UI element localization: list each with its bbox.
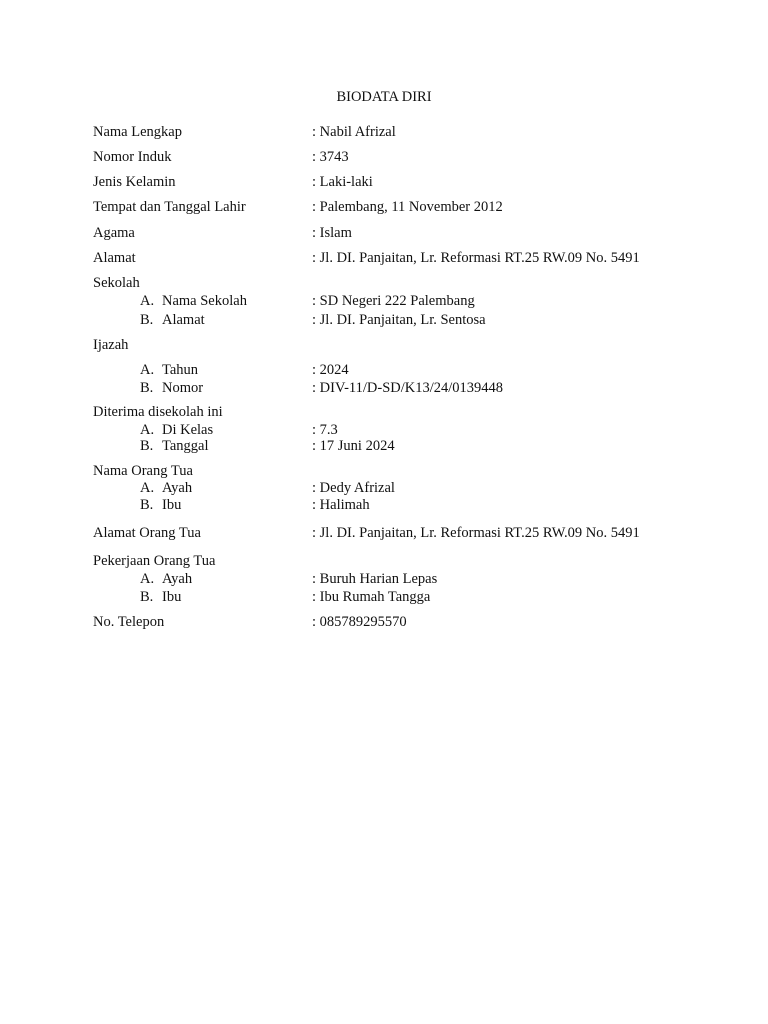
- field-nama-lengkap: [0, 123, 768, 141]
- field-label: Alamat Orang Tua: [93, 525, 201, 541]
- separator: :: [312, 525, 317, 541]
- sub-field-value-text: SD Negeri 222 Palembang: [319, 293, 475, 309]
- sub-field-pekerjaan-ibu: [0, 588, 768, 606]
- section-label: Sekolah: [93, 275, 140, 291]
- sub-field-value: [312, 588, 430, 606]
- sub-field-letter: A.: [140, 480, 155, 496]
- sub-field-label: Alamat: [162, 312, 205, 328]
- sub-field-value-text: Dedy Afrizal: [319, 480, 395, 496]
- separator: :: [312, 362, 317, 378]
- separator: :: [312, 225, 317, 241]
- section-sekolah: [0, 274, 768, 292]
- sub-field-nomor-ijazah: [0, 379, 768, 397]
- field-label: Nama Lengkap: [93, 124, 182, 140]
- separator: :: [312, 589, 317, 605]
- field-label: Jenis Kelamin: [93, 174, 176, 190]
- sub-field-letter: A.: [140, 293, 155, 309]
- field-value-text: Nabil Afrizal: [319, 124, 396, 140]
- field-value-text: Islam: [319, 225, 352, 241]
- sub-field-letter: B.: [140, 589, 154, 605]
- separator: :: [312, 250, 317, 266]
- sub-field-label: Nama Sekolah: [162, 293, 247, 309]
- sub-field-nama-ibu: [0, 496, 768, 514]
- sub-field-letter: B.: [140, 312, 154, 328]
- field-label: Agama: [93, 225, 135, 241]
- field-value: [312, 148, 349, 166]
- field-value-text: Laki-laki: [319, 174, 373, 190]
- field-tempat-tanggal-lahir: [0, 198, 768, 216]
- separator: :: [312, 174, 317, 190]
- field-value: [312, 173, 373, 191]
- sub-field-label: Ayah: [162, 480, 193, 496]
- separator: :: [312, 422, 317, 438]
- sub-field-label: Di Kelas: [162, 422, 214, 438]
- field-alamat-orang-tua: [0, 524, 768, 542]
- sub-field-label: Ibu: [162, 589, 182, 605]
- sub-field-nama-sekolah: [0, 292, 768, 310]
- sub-field-label: Tanggal: [162, 438, 209, 454]
- sub-field-value-text: Halimah: [319, 497, 370, 513]
- sub-field-value: [312, 379, 503, 397]
- sub-field-value: [312, 570, 437, 588]
- sub-field-value: [312, 292, 475, 310]
- sub-field-tanggal-diterima: [0, 437, 768, 455]
- sub-field-value: [312, 479, 395, 497]
- field-value: [312, 123, 396, 141]
- sub-field-value: [312, 437, 395, 455]
- sub-field-value-text: 2024: [319, 362, 349, 378]
- section-pekerjaan-orang-tua: [0, 552, 768, 570]
- sub-field-value: [312, 496, 370, 514]
- sub-field-label: Tahun: [162, 362, 199, 378]
- sub-field-alamat-sekolah: [0, 311, 768, 329]
- sub-field-nama-ayah: [0, 479, 768, 497]
- field-value-text: Jl. DI. Panjaitan, Lr. Reformasi RT.25 RW.09 No. 5491: [319, 250, 640, 266]
- field-label: Nomor Induk: [93, 149, 172, 165]
- field-value: [312, 524, 640, 542]
- field-value-text: 085789295570: [319, 614, 407, 630]
- sub-field-letter: A.: [140, 422, 155, 438]
- field-alamat: [0, 249, 768, 267]
- field-no-telepon: [0, 613, 768, 631]
- sub-field-letter: B.: [140, 380, 154, 396]
- field-value-text: Jl. DI. Panjaitan, Lr. Reformasi RT.25 RW.09 No. 5491: [319, 525, 640, 541]
- section-label: Nama Orang Tua: [93, 463, 193, 479]
- section-label: Ijazah: [93, 337, 129, 353]
- field-value: [312, 198, 503, 216]
- separator: :: [312, 438, 317, 454]
- section-nama-orang-tua: [0, 462, 768, 480]
- section-diterima: [0, 403, 768, 421]
- sub-field-letter: A.: [140, 571, 155, 587]
- field-value-text: 3743: [319, 149, 349, 165]
- separator: :: [312, 124, 317, 140]
- section-label: Diterima disekolah ini: [93, 404, 223, 420]
- field-value: [312, 249, 640, 267]
- separator: :: [312, 199, 317, 215]
- sub-field-value: [312, 361, 349, 379]
- field-jenis-kelamin: [0, 173, 768, 191]
- sub-field-label: Ibu: [162, 497, 182, 513]
- section-label: Pekerjaan Orang Tua: [93, 553, 216, 569]
- section-ijazah: [0, 336, 768, 354]
- sub-field-value-text: 7.3: [319, 422, 338, 438]
- field-label: No. Telepon: [93, 614, 165, 630]
- sub-field-letter: A.: [140, 362, 155, 378]
- separator: :: [312, 571, 317, 587]
- separator: :: [312, 614, 317, 630]
- field-value-text: Palembang, 11 November 2012: [319, 199, 503, 215]
- field-label: Alamat: [93, 250, 136, 266]
- sub-field-pekerjaan-ayah: [0, 570, 768, 588]
- sub-field-value-text: Ibu Rumah Tangga: [319, 589, 431, 605]
- sub-field-value-text: Buruh Harian Lepas: [319, 571, 438, 587]
- sub-field-value-text: 17 Juni 2024: [319, 438, 395, 454]
- separator: :: [312, 149, 317, 165]
- field-value: [312, 613, 407, 631]
- sub-field-value-text: DIV-11/D-SD/K13/24/0139448: [319, 380, 504, 396]
- separator: :: [312, 380, 317, 396]
- document-title: BIODATA DIRI: [336, 89, 432, 105]
- field-agama: [0, 224, 768, 242]
- sub-field-letter: B.: [140, 438, 154, 454]
- sub-field-tahun-ijazah: [0, 361, 768, 379]
- separator: :: [312, 312, 317, 328]
- sub-field-label: Ayah: [162, 571, 193, 587]
- sub-field-letter: B.: [140, 497, 154, 513]
- separator: :: [312, 480, 317, 496]
- field-value: [312, 224, 352, 242]
- field-nomor-induk: [0, 148, 768, 166]
- separator: :: [312, 497, 317, 513]
- sub-field-value-text: Jl. DI. Panjaitan, Lr. Sentosa: [319, 312, 486, 328]
- separator: :: [312, 293, 317, 309]
- sub-field-value: [312, 311, 486, 329]
- field-label: Tempat dan Tanggal Lahir: [93, 199, 246, 215]
- sub-field-label: Nomor: [162, 380, 204, 396]
